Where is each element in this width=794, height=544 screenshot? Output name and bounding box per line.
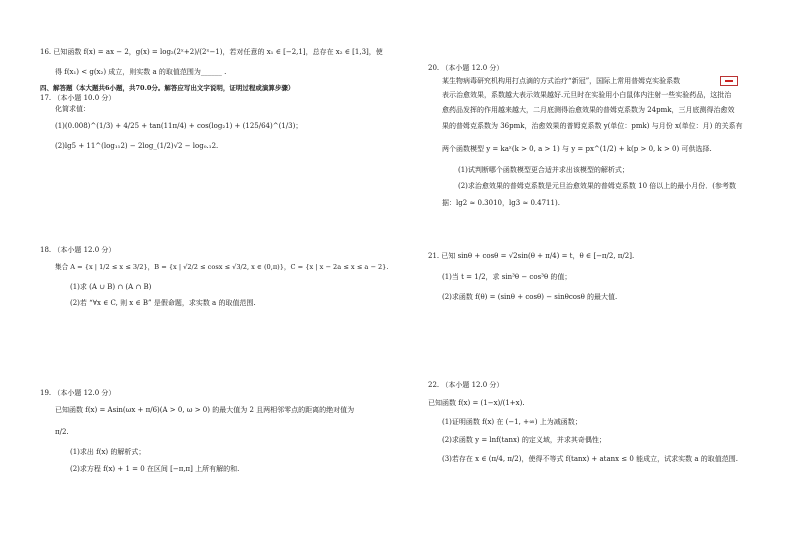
q19-heading: 19. （本小题 12.0 分） (40, 389, 116, 397)
q17-part-2: (2)lg5 + 11^(log₁₁2) − 2log_(1/2)√2 − log₀.₁2. (55, 142, 219, 150)
q20-line-4: 果的普姆克系数为 36pmk，治愈效果的普姆克系数 y(单位：pmk) 与月份 x(单位：月) 的关系有 (442, 122, 743, 130)
q20-line-5: 两个函数模型 y = kaˣ(k > 0, a > 1) 与 y = px^(1/2) + k(p > 0, k > 0) 可供选择. (442, 145, 712, 153)
q20-line-2: 表示治愈效果，系数越大表示效果越好.元旦时在实验用小白鼠体内注射一些实验药品，这批治 (442, 91, 732, 99)
q20-part-2-cont: 据：lg2 ≈ 0.3010，lg3 ≈ 0.4711). (442, 199, 560, 207)
section-heading: 四、解答题（本大题共6小题，共70.0分。解答应写出文字说明，证明过程或演算步骤） (40, 84, 295, 92)
q20-line-1: 某生物病毒研究机构用打点滴的方式治疗“新冠”，国际上常用普姆克实验系数 (442, 77, 681, 85)
flag-icon (720, 76, 738, 86)
q22-line-1: 已知函数 f(x) = (1−x)/(1+x). (428, 399, 525, 407)
q18-part-1: (1)求 (A ∪ B) ∩ (A ∩ B) (70, 283, 152, 291)
q16-line-2: 得 f(x₁) < g(x₂) 成立，则实数 a 的取值范围为______ . (55, 68, 227, 76)
q20-part-2: (2)求治愈效果的普姆克系数是元旦治愈效果的普姆克系数 10 倍以上的最小月份．(参考数 (458, 182, 737, 190)
q17-part-1: (1)(0.008)^(1/3) + 4/25 + tan(11π/4) + cos(log₂1) + (125/64)^(1/3)； (55, 122, 303, 130)
q21-line-1: 21. 已知 sinθ + cosθ = √2sin(θ + π/4) = t，θ ∈ [−π/2, π/2]. (428, 252, 635, 260)
q19-line-1: 已知函数 f(x) = Asin(ωx + π/6)(A > 0, ω > 0) 的最大值为 2 且两相邻零点的距离的绝对值为 (55, 406, 355, 414)
q21-part-2: (2)求函数 f(θ) = (sinθ + cosθ) − sinθcosθ 的最大值. (442, 293, 618, 301)
q17-heading: 17. （本小题 10.0 分） (40, 94, 116, 102)
q18-heading: 18. （本小题 12.0 分） (40, 246, 116, 254)
q19-line-2: π/2. (55, 428, 69, 436)
q19-part-1: (1)求出 f(x) 的解析式； (70, 448, 146, 456)
q21-part-1: (1)当 t = 1/2，求 sin³θ − cos³θ 的值； (442, 273, 572, 281)
q18-set: 集合 A = {x | 1/2 ≤ x ≤ 3/2}，B = {x | √2/2 ≤ cosx ≤ √3/2, x ∈ (0,π)}，C = {x | x − 2a ≤ x ≤ a − 2}. (55, 263, 389, 271)
q17-intro: 化简求值： (55, 105, 90, 113)
q22-part-3: (3)若存在 x ∈ (π/4, π/2)，使得不等式 f(tanx) + atanx ≤ 0 能成立，试求实数 a 的取值范围. (442, 455, 738, 463)
q22-heading: 22. （本小题 12.0 分） (428, 381, 504, 389)
q22-part-1: (1)证明函数 f(x) 在 (−1, +∞) 上为减函数； (442, 418, 582, 426)
q20-heading: 20. （本小题 12.0 分） (428, 64, 504, 72)
q19-part-2: (2)求方程 f(x) + 1 = 0 在区间 [−π,π] 上所有解的和. (70, 465, 240, 473)
q20-part-1: (1)试判断哪个函数模型更合适并求出该模型的解析式； (458, 166, 629, 174)
q20-line-3: 愈药品发挥的作用越来越大，二月底测得治愈效果的普姆克系数为 24pmk，三月底测得治愈效 (442, 106, 735, 114)
q16-line-1: 16. 已知函数 f(x) = ax − 2，g(x) = log₂(2ˣ+2)/(2ˣ−1)，若对任意的 x₁ ∈ [−2,1]，总存在 x₂ ∈ [1,3]，使 (40, 48, 383, 56)
q18-part-2: (2)若 “∀x ∈ C, 则 x ∈ B” 是假命题，求实数 a 的取值范围. (70, 299, 256, 307)
q22-part-2: (2)求函数 y = lnf(tanx) 的定义域，并求其奇偶性； (442, 436, 606, 444)
